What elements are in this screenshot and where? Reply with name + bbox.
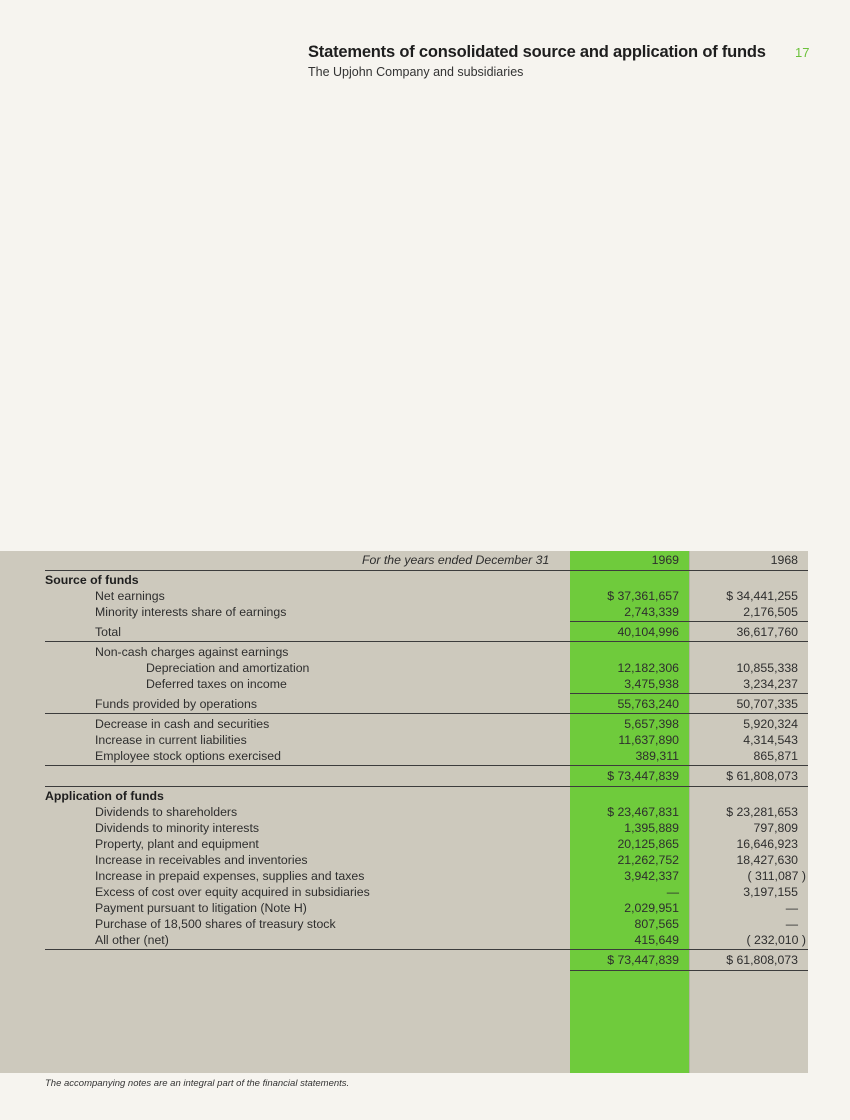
row-label: Total (95, 625, 121, 639)
row-label: Dividends to shareholders (95, 805, 238, 819)
row-label: Dividends to minority interests (95, 821, 260, 835)
value-1968: 10,855,338 (736, 661, 798, 675)
subtotal-rule (570, 693, 808, 694)
value-1968: 3,197,155 (743, 885, 798, 899)
total-rule (570, 970, 808, 971)
value-1969: 807,565 (634, 917, 679, 931)
source-total-1969: $ 73,447,839 (607, 769, 679, 783)
value-1969: 5,657,398 (624, 717, 679, 731)
row-label: Excess of cost over equity acquired in subsidiaries (95, 885, 370, 899)
value-1968: 18,427,630 (736, 853, 798, 867)
value-1968: 797,809 (753, 821, 798, 835)
value-1968: 50,707,335 (736, 697, 798, 711)
section-heading-source: Source of funds (45, 573, 139, 587)
section-rule (45, 713, 808, 714)
row-label: All other (net) (95, 933, 169, 947)
value-1969: 415,649 (634, 933, 679, 947)
value-1968: 2,176,505 (743, 605, 798, 619)
row-label: Non-cash charges against earnings (95, 645, 289, 659)
section-rule (45, 765, 808, 766)
value-1968: ( 311,087 ) (747, 869, 806, 883)
value-1969: 55,763,240 (617, 697, 679, 711)
value-1969: 3,942,337 (624, 869, 679, 883)
period-label: For the years ended December 31 (362, 553, 550, 567)
page-title: Statements of consolidated source and application of funds (308, 43, 766, 61)
application-total-1968: $ 61,808,073 (726, 953, 798, 967)
value-1968: 5,920,324 (743, 717, 798, 731)
section-rule (45, 949, 808, 950)
value-1968: 36,617,760 (736, 625, 798, 639)
value-1969: 11,637,890 (618, 733, 679, 747)
row-label: Depreciation and amortization (146, 661, 310, 675)
value-1969: — (666, 885, 679, 899)
row-label: Funds provided by operations (95, 697, 258, 711)
row-label: Property, plant and equipment (95, 837, 259, 851)
value-1969: $ 23,467,831 (607, 805, 679, 819)
column-divider (689, 551, 690, 1073)
section-rule (45, 786, 808, 787)
value-1968: 865,871 (753, 749, 798, 763)
header-rule (45, 570, 808, 571)
value-1968: — (785, 917, 798, 931)
value-1968: 4,314,543 (743, 733, 798, 747)
column-header-1968: 1968 (770, 553, 798, 567)
value-1969: 40,104,996 (617, 625, 679, 639)
row-label: Purchase of 18,500 shares of treasury stock (95, 917, 336, 931)
value-1969: $ 37,361,657 (607, 589, 679, 603)
value-1968: $ 34,441,255 (726, 589, 798, 603)
value-1968: — (785, 901, 798, 915)
value-1969: 389,311 (635, 749, 679, 763)
value-1969: 1,395,889 (624, 821, 679, 835)
row-label: Payment pursuant to litigation (Note H) (95, 901, 307, 915)
application-total-1969: $ 73,447,839 (607, 953, 679, 967)
page-number: 17 (795, 45, 810, 60)
value-1969: 20,125,865 (617, 837, 679, 851)
row-label: Deferred taxes on income (146, 677, 287, 691)
value-1968: $ 23,281,653 (726, 805, 798, 819)
value-1969: 12,182,306 (617, 661, 679, 675)
value-1969: 2,743,339 (624, 605, 679, 619)
row-label: Employee stock options exercised (95, 749, 281, 763)
section-heading-application: Application of funds (45, 789, 164, 803)
row-label: Increase in current liabilities (95, 733, 247, 747)
page-subtitle: The Upjohn Company and subsidiaries (308, 65, 524, 79)
value-1969: 3,475,938 (624, 677, 679, 691)
value-1968: 3,234,237 (743, 677, 798, 691)
value-1968: ( 232,010 ) (746, 933, 806, 947)
source-total-1968: $ 61,808,073 (726, 769, 798, 783)
section-rule (45, 641, 808, 642)
value-1969: 2,029,951 (624, 901, 679, 915)
row-label: Minority interests share of earnings (95, 605, 287, 619)
subtotal-rule (570, 621, 808, 622)
value-1968: 16,646,923 (736, 837, 798, 851)
row-label: Increase in receivables and inventories (95, 853, 308, 867)
row-label: Net earnings (95, 589, 165, 603)
row-label: Decrease in cash and securities (95, 717, 270, 731)
row-label: Increase in prepaid expenses, supplies and taxes (95, 869, 365, 883)
footnote: The accompanying notes are an integral part of the financial statements. (45, 1078, 350, 1089)
value-1969: 21,262,752 (617, 853, 679, 867)
column-header-1969: 1969 (651, 553, 679, 567)
